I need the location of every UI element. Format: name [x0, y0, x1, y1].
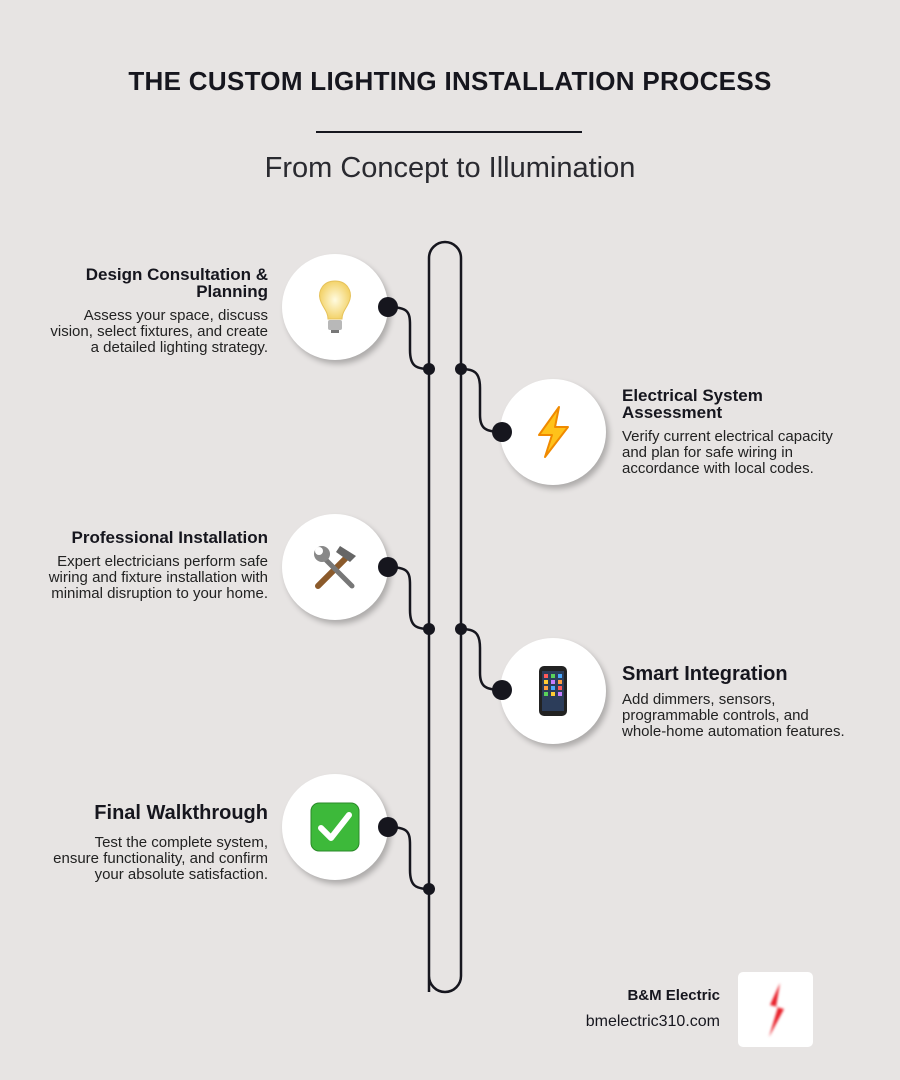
brand-url[interactable]: bmelectric310.com — [585, 1013, 720, 1030]
step-description: Add dimmers, sensors, programmable controls, and whole-home automation features. — [622, 691, 845, 740]
step-description: Expert electricians perform safe wiring and fixture installation with minimal disruption to your home. — [48, 553, 268, 602]
step-5-dot — [378, 817, 398, 837]
page-subtitle: From Concept to Illumination — [264, 152, 636, 184]
step-title: Design Consultation & Planning — [85, 265, 268, 301]
step-title: Electrical System Assessment — [622, 386, 763, 422]
step-5 — [48, 803, 268, 883]
step-title: Professional Installation — [71, 528, 268, 547]
step-title: Final Walkthrough — [94, 802, 268, 824]
step-2 — [622, 387, 847, 477]
step-1 — [48, 266, 268, 356]
rail-dot — [455, 363, 467, 375]
rail-dot — [423, 883, 435, 895]
page-title: THE CUSTOM LIGHTING INSTALLATION PROCESS — [128, 66, 772, 96]
step-title: Smart Integration — [622, 663, 788, 685]
step-4 — [622, 664, 847, 740]
step-description: Test the complete system, ensure functionality, and confirm your absolute satisfaction. — [53, 834, 268, 883]
rail-dot — [423, 363, 435, 375]
step-description: Verify current electrical capacity and plan for safe wiring in accordance with local codes. — [622, 428, 833, 477]
step-3-dot — [378, 557, 398, 577]
step-1-dot — [378, 297, 398, 317]
rail-dot — [423, 623, 435, 635]
step-2-dot — [492, 422, 512, 442]
step-description: Assess your space, discuss vision, select fixtures, and create a detailed lighting strategy. — [50, 307, 268, 356]
brand-name: B&M Electric — [627, 987, 720, 1004]
rail-dot — [455, 623, 467, 635]
step-4-dot — [492, 680, 512, 700]
brand-logo — [738, 972, 813, 1047]
step-3 — [48, 529, 268, 602]
lightning-logo-icon — [764, 981, 788, 1039]
